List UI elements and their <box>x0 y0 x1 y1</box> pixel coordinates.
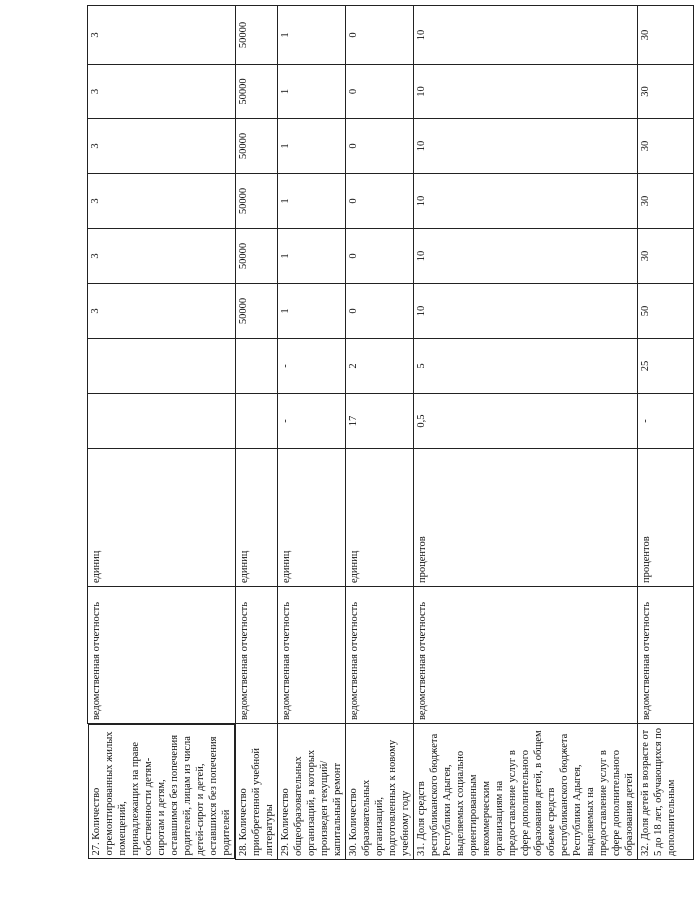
indicator-cell: 30. Количество образовательных организаций, подготовленных к новому учебному году <box>345 724 413 860</box>
value-cell: 30 <box>637 229 693 284</box>
source-cell: ведомственная отчетность <box>345 587 413 724</box>
value-cell: 0 <box>345 119 413 174</box>
unit-cell: единиц <box>235 449 277 587</box>
value-cell: 0,5 <box>413 394 637 449</box>
table-row <box>637 6 693 860</box>
value-cell <box>88 339 236 394</box>
source-cell: ведомственная отчетность <box>637 587 693 724</box>
value-cell: 50 <box>637 284 693 339</box>
value-cell: 1 <box>277 6 345 65</box>
unit-cell: единиц <box>277 449 345 587</box>
value-cell: 1 <box>277 119 345 174</box>
value-cell: - <box>277 339 345 394</box>
indicator-cell: 27. Количество отремонтированных жилых помещений, принадлежащих на праве собственности детям-сиротам и детям, оставшимся без попечения родителей, лицам из числа детей-сирот и детей, оставшихся без попечения родителей <box>88 724 235 860</box>
value-cell: 0 <box>345 229 413 284</box>
unit-cell: единиц <box>88 449 236 587</box>
value-cell: 50000 <box>235 119 277 174</box>
value-cell: 3 <box>88 6 236 65</box>
value-cell: 30 <box>637 119 693 174</box>
value-cell: 10 <box>413 65 637 119</box>
value-cell <box>235 394 277 449</box>
value-cell: 1 <box>277 284 345 339</box>
value-cell: 25 <box>637 339 693 394</box>
value-cell: 1 <box>277 65 345 119</box>
value-cell: 1 <box>277 174 345 229</box>
table-row <box>235 6 277 860</box>
source-cell: ведомственная отчетность <box>277 587 345 724</box>
value-cell: 50000 <box>235 174 277 229</box>
value-cell: 10 <box>413 284 637 339</box>
value-cell: 50000 <box>235 229 277 284</box>
value-cell: 3 <box>88 229 236 284</box>
value-cell: 10 <box>413 119 637 174</box>
table-body <box>88 6 694 860</box>
table-row <box>277 6 345 860</box>
table-row <box>88 6 236 860</box>
value-cell: - <box>277 394 345 449</box>
indicator-cell: 28. Количество приобретенной учебной литературы <box>235 724 277 860</box>
value-cell: 10 <box>413 229 637 284</box>
value-cell <box>235 339 277 394</box>
value-cell: 50000 <box>235 65 277 119</box>
value-cell <box>88 394 236 449</box>
table-row <box>413 6 637 860</box>
value-cell: 3 <box>88 174 236 229</box>
indicator-cell: 32. Доля детей в возрасте от 5 до 18 лет, обучающихся по дополнительным <box>637 724 693 860</box>
source-cell: ведомственная отчетность <box>413 587 637 724</box>
value-cell: - <box>637 394 693 449</box>
source-cell: ведомственная отчетность <box>88 587 236 724</box>
value-cell: 3 <box>88 119 236 174</box>
value-cell: 30 <box>637 65 693 119</box>
value-cell: 0 <box>345 174 413 229</box>
value-cell: 1 <box>277 229 345 284</box>
value-cell: 3 <box>88 65 236 119</box>
value-cell: 30 <box>637 6 693 65</box>
indicators-table <box>87 5 694 860</box>
value-cell: 10 <box>413 174 637 229</box>
value-cell: 3 <box>88 284 236 339</box>
unit-cell: единиц <box>345 449 413 587</box>
value-cell: 30 <box>637 174 693 229</box>
unit-cell: процентов <box>637 449 693 587</box>
value-cell: 2 <box>345 339 413 394</box>
indicator-cell: 29. Количество общеобразовательных организаций, в которых произведен текущий/капитальный ремонт <box>277 724 345 860</box>
value-cell: 50000 <box>235 6 277 65</box>
source-cell: ведомственная отчетность <box>235 587 277 724</box>
table-row <box>345 6 413 860</box>
value-cell: 17 <box>345 394 413 449</box>
value-cell: 0 <box>345 65 413 119</box>
unit-cell: процентов <box>413 449 637 587</box>
value-cell: 0 <box>345 284 413 339</box>
value-cell: 50000 <box>235 284 277 339</box>
indicator-cell: 31. Доля средств республиканского бюджета Республики Адыгея, выделяемых социально ориентированным некоммерческим организациям на предоставление услуг в сфере дополнительного образования детей, в общем объеме средств республиканского бюджета Республики Адыгея, выделяемых на предоставление услуг в сфере дополнительного образования детей <box>413 724 637 860</box>
value-cell: 0 <box>345 6 413 65</box>
value-cell: 5 <box>413 339 637 394</box>
value-cell: 10 <box>413 6 637 65</box>
